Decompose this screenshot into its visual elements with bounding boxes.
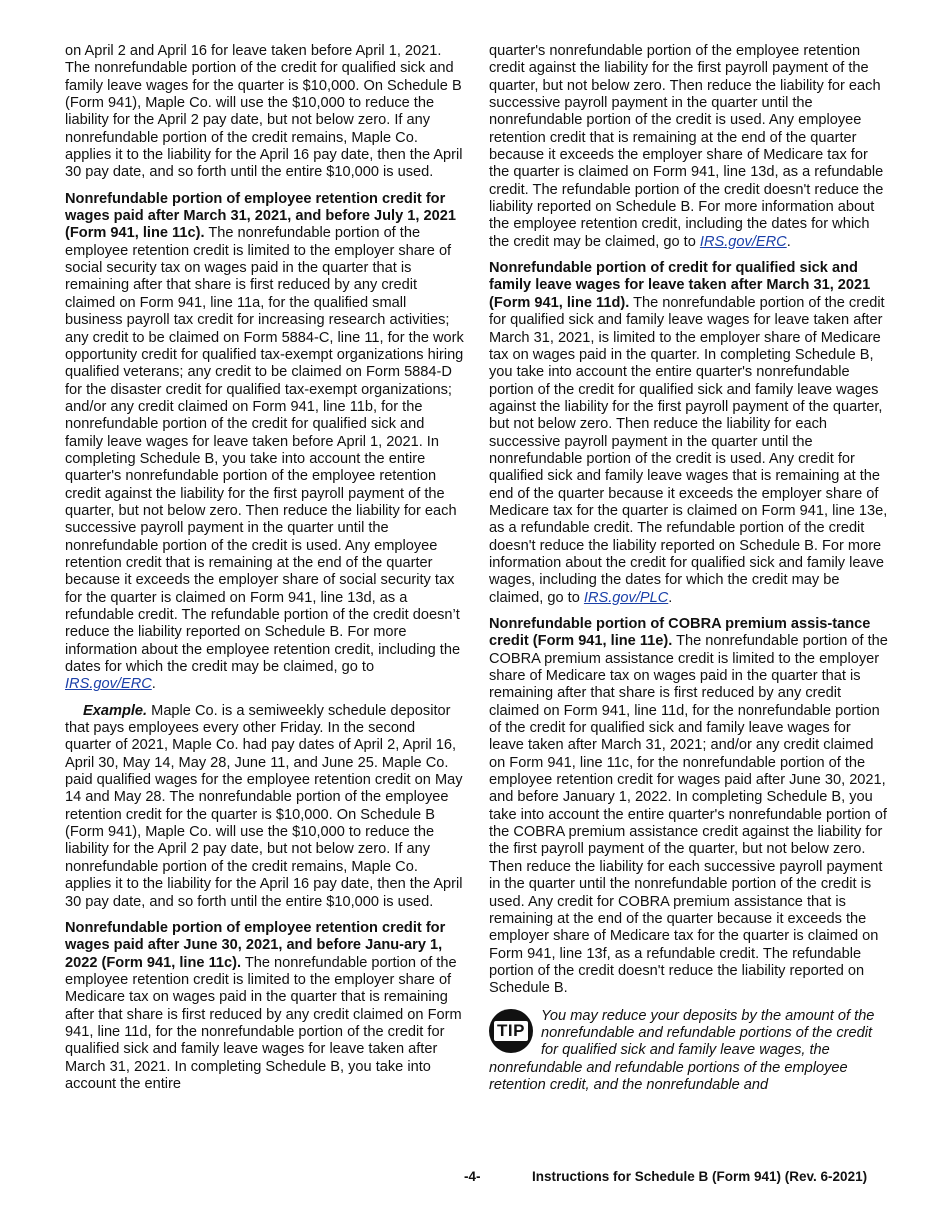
section-body: The nonrefundable portion of the employee retention credit is limited to the employer share of social security tax on wages paid in the quarter that is remaining after that share is first reduced by any credit claimed on Form 941, line 11a, for the qualified small business payroll tax credit for increasing research activities; any credit to be claimed on Form 5884-C, line 11, for the work opportunity credit for qualified tax-exempt organizations hiring qualified veterans; any credit to be claimed on Form 5884-D for the disaster credit for qualified tax-exempt organizations; and/or any credit claimed on Form 941, line 11b, for the nonrefundable portion of the credit for qualified sick and family leave wages for leave taken before April 1, 2021. In completing Schedule B, you take into account the entire quarter's nonrefundable portion of the employee retention credit against the liability for the first payroll payment of the quarter, but not below zero. Then reduce the liability for each successive payroll payment in the quarter until the nonrefundable portion of the credit is used. Any employee retention credit that is remaining at the end of the quarter because it exceeds the employer share of social security tax for the quarter is claimed on Form 941, line 13d, as a refundable credit. The refundable portion of the credit doesn’t reduce the liability reported on Schedule B. For more information about the employee retention credit, including the dates for which the credit may be claimed, go to — [65, 225, 464, 676]
document-title: Instructions for Schedule B (Form 941) (Rev. 6-2021) — [532, 1169, 868, 1184]
tip-text: You may reduce your deposits by the amount of the nonrefundable and refundable portions of the credit for qualified sick and family leave wages, the nonrefundable and refundable portions of the employee retention credit, and the nonrefundable and — [489, 1007, 875, 1093]
section-heading: Nonrefundable portion of employee retention credit for wages paid after June 30, 2021, and before Janu-ary 1, 2022 (Form 941, line 11c). — [65, 919, 446, 971]
section-heading: Nonrefundable portion of COBRA premium assis-tance credit (Form 941, line 11e). — [489, 616, 871, 650]
paragraph-text: quarter's nonrefundable portion of the employee retention credit against the liability for the first payroll payment of the quarter, but not below zero. Then reduce the liability for each successive payroll payment in the quarter until the nonrefundable portion of the credit is used. Any employee retention credit that is remaining at the end of the quarter because it exceeds the employer share of Medicare tax for the quarter is claimed on Form 941, line 13d, as a refundable credit. The refundable portion of the credit doesn't reduce the liability reported on Schedule B. For more information about the employee retention credit, including the dates for which the credit may be claimed, go to — [489, 43, 884, 250]
irs-erc-link[interactable]: IRS.gov/ERC — [699, 233, 787, 250]
paragraph-continued — [65, 43, 465, 182]
tip-icon-label: TIP — [494, 1021, 528, 1041]
section-cobra-credit — [489, 616, 889, 998]
section-sick-leave-credit: Nonrefundable portion of credit for qualified sick and family leave wages for leave taken after March 31, 2021 (Form 941, line 11d). The nonrefundable portion of the credit for qualified sick and family leave wages for leave taken after March 31, 2021, is limited to the employer share of Medicare tax on wages paid in the quarter. In completing Schedule B, you take into account the entire quarter's nonrefundable portion of the credit for qualified sick and family leave wages against the liability for the first payroll payment of the quarter, but not below zero. Then reduce the liability for each successive payroll payment in the quarter until the nonrefundable portion of the credit is used. Any credit for qualified sick and family leave wages that is remaining at the end of the quarter because it exceeds the employer share of Medicare tax for the quarter is claimed on Form 941, line 13e, as a refundable credit. The refundable portion of the credit doesn't reduce the liability reported on Schedule B. For more information about the credit for qualified sick and family leave wages, including the dates for which the credit may be claimed, go to IRS.gov/PLC. — [489, 260, 888, 606]
tip-box — [489, 1008, 889, 1095]
section-erc-q2: Nonrefundable portion of employee retention credit for wages paid after March 31, 2021, and before July 1, 2021 (Form 941, line 11c). The nonrefundable portion of the employee retention credit is limited to the employer share of social security tax on wages paid in the quarter that is remaining after that share is first reduced by any credit claimed on Form 941, line 11a, for the qualified small business payroll tax credit for increasing research activities; any credit to be claimed on Form 5884-C, line 11, for the work opportunity credit for qualified tax-exempt organizations hiring qualified veterans; any credit to be claimed on Form 5884-D for the disaster credit for qualified tax-exempt organizations; and/or any credit claimed on Form 941, line 11b, for the nonrefundable portion of the credit for qualified sick and family leave wages for leave taken before April 1, 2021. In completing Schedule B, you take into account the entire quarter's nonrefundable portion of the employee retention credit against the liability for the first payroll payment of the quarter, but not below zero. Then reduce the liability for each successive payroll payment in the quarter until the nonrefundable portion of the credit is used. Any employee retention credit that is remaining at the end of the quarter because it exceeds the employer share of social security tax for the quarter is claimed on Form 941, line 13d, as a refundable credit. The refundable portion of the credit doesn’t reduce the liability reported on Schedule B. For more information about the employee retention credit, including the dates for which the credit may be claimed, go to IRS.gov/ERC. — [65, 190, 464, 693]
section-heading: Nonrefundable portion of employee retention credit for wages paid after March 31, 2021, and before July 1, 2021 (Form 941, line 11c). — [65, 190, 456, 242]
section-erc-q3 — [65, 920, 465, 1093]
paragraph-continued: quarter's nonrefundable portion of the employee retention credit against the liability for the first payroll payment of the quarter, but not below zero. Then reduce the liability for each successive payroll payment in the quarter until the nonrefundable portion of the credit is used. Any employee retention credit that is remaining at the end of the quarter because it exceeds the employer share of Medicare tax for the quarter is claimed on Form 941, line 13d, as a refundable credit. The refundable portion of the credit doesn't reduce the liability reported on Schedule B. For more information about the employee retention credit, including the dates for which the credit may be claimed, go to IRS.gov/ERC. — [489, 43, 884, 250]
right-column — [489, 43, 889, 1094]
tip-icon — [489, 1009, 533, 1053]
example-label: Example. — [83, 702, 148, 719]
section-body: The nonrefundable portion of the COBRA premium assistance credit is limited to the employer share of Medicare tax on wages paid in the quarter that is remaining after that share is first reduced by any credit claimed on Form 941, line 11d, for the nonrefundable portion of the credit for qualified sick and family leave wages for leave taken after March 31, 2021; and/or any credit claimed on Form 941, line 11c, for the nonrefundable portion of the employee retention credit for wages paid after June 30, 2021, and before January 1, 2022. In completing Schedule B, you take into account the entire quarter's nonrefundable portion of the COBRA premium assistance credit against the liability for the first payroll payment of the quarter, but not below zero. Then reduce the liability for each successive payroll payment in the quarter until the nonrefundable portion of the credit is used. Any credit for COBRA premium assistance that is remaining at the end of the quarter because it exceeds the employer share of Medicare tax for the quarter is claimed on Form 941, line 13f, as a refundable credit. The refundable portion of the credit doesn't reduce the liability reported on Schedule B. — [489, 633, 888, 997]
section-body: The nonrefundable portion of the employee retention credit is limited to the employer share of Medicare tax on wages paid in the quarter that is remaining after that share is first reduced by any credit claimed on Form 941, line 11d, for the nonrefundable portion of the credit for qualified sick and family leave wages for leave taken after March 31, 2021. In completing Schedule B, you take into account the entire — [65, 954, 462, 1092]
page-number: -4- — [464, 1169, 481, 1184]
irs-plc-link[interactable]: IRS.gov/PLC — [583, 589, 669, 606]
left-column — [65, 43, 465, 1102]
section-heading: Nonrefundable portion of credit for qualified sick and family leave wages for leave taken after March 31, 2021 (Form 941, line 11d). — [489, 260, 871, 311]
paragraph-text: on April 2 and April 16 for leave taken before April 1, 2021. The nonrefundable portion of the credit for qualified sick and family leave wages for the quarter is $10,000. On Schedule B (Form 941), Maple Co. will use the $10,000 to reduce the liability for the April 2 pay date, but not below zero. If any nonrefundable portion of the credit remains, Maple Co. applies it to the liability for the April 16 pay date, then the April 30 pay date, and so forth until the entire $10,000 is used. — [65, 43, 463, 181]
example-paragraph — [65, 703, 465, 911]
irs-erc-link[interactable]: IRS.gov/ERC — [65, 676, 152, 693]
section-body: The nonrefundable portion of the credit for qualified sick and family leave wages for leave taken after March 31, 2021, is limited to the employer share of Medicare tax on wages paid in the quarter. In completing Schedule B, you take into account the entire quarter's nonrefundable portion of the credit for qualified sick and family leave wages against the liability for the first payroll payment of the quarter, but not below zero. Then reduce the liability for each successive payroll payment in the quarter until the nonrefundable portion of the credit is used. Any credit for qualified sick and family leave wages that is remaining at the end of the quarter because it exceeds the employer share of Medicare tax for the quarter is claimed on Form 941, line 13e, as a refundable credit. The refundable portion of the credit doesn't reduce the liability reported on Schedule B. For more information about the credit for qualified sick and family leave wages, including the dates for which the credit may be claimed, go to — [489, 294, 888, 606]
example-body: Maple Co. is a semiweekly schedule depositor that pays employees every other Friday. In the second quarter of 2021, Maple Co. had pay dates of April 2, April 16, April 30, May 14, May 28, June 11, and June 25. Maple Co. paid qualified wages for the employee retention credit on May 14 and May 28. The nonrefundable portion of the employee retention credit for the quarter is $10,000. On Schedule B (Form 941), Maple Co. will use the $10,000 to reduce the liability for the April 2 pay date, but not below zero. If any nonrefundable portion of the credit remains, Maple Co. applies it to the liability for the April 16 pay date, then the April 30 pay date, and so forth until the entire $10,000 is used. — [65, 702, 463, 910]
